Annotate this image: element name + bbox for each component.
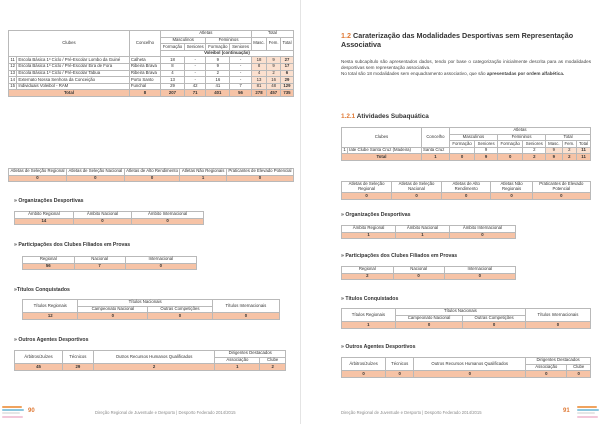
table-cell: 29 xyxy=(280,77,293,84)
atletas-value: 0 xyxy=(226,175,293,182)
right-tit-title: » Títulos Conquistados xyxy=(341,296,399,302)
left-org-table xyxy=(14,211,204,225)
table-cell: Externato Nossa Senhora da Conceição xyxy=(17,77,130,84)
part-header: Regional xyxy=(342,267,394,274)
agentes-value: 45 xyxy=(15,364,63,371)
table-cell: 13 xyxy=(161,77,185,84)
atletas-header: Atletas de Seleção Regional xyxy=(10,168,65,174)
org-header: Âmbito Regional xyxy=(15,212,74,219)
atletas-value: 0 xyxy=(9,175,67,182)
intro-bold-text: apresentadas por ordem alfabética. xyxy=(486,71,565,77)
part-value: 2 xyxy=(342,273,394,280)
total-cell: 2 xyxy=(562,154,577,161)
page-number: 90 xyxy=(28,408,35,414)
part-header: Internacional xyxy=(444,267,515,274)
agentes-value: 0 xyxy=(414,371,526,378)
agentes-value: 2 xyxy=(260,364,286,371)
left-org-title: » Organizações Desportivas xyxy=(14,198,84,204)
agentes-value: 0 xyxy=(342,371,386,378)
total-cell: 0 xyxy=(449,154,474,161)
tit-value: 0 xyxy=(463,322,526,329)
table-row xyxy=(342,147,591,154)
tit-value: 1 xyxy=(342,322,396,329)
atletas-header: Praticantes de Elevado Potencial xyxy=(532,182,590,193)
table-row xyxy=(9,70,294,77)
table-cell: - xyxy=(230,57,251,64)
tit-header-camp: Campeonato Nacional xyxy=(395,315,463,322)
left-athletes-table xyxy=(8,30,294,97)
footer-text: Direção Regional de Juventude e Desporto | Desporto Federado 2014/2015 xyxy=(341,410,482,415)
org-header: Âmbito Regional xyxy=(342,226,396,233)
org-value: 0 xyxy=(132,218,204,225)
org-value: 1 xyxy=(342,232,396,239)
intro-paragraph-1: Nesta subcapítulo são apresentados dados, tendo por base o categorização inicialmente descrita para as modalidades desportivas sem representação associativa. xyxy=(341,59,591,71)
table-cell: 13 xyxy=(10,69,16,75)
left-part-title: » Participações dos Clubes Filiados em Provas xyxy=(14,242,131,248)
atletas-value: 0 xyxy=(441,193,491,200)
table-cell: 4 xyxy=(251,70,267,77)
table-cell: 11 xyxy=(577,147,591,154)
table-cell: 14 xyxy=(10,76,16,82)
tit-header-camp: Campeonato Nacional xyxy=(78,306,148,313)
table-cell: 7 xyxy=(230,83,251,90)
atletas-header: Atletas de Alto Rendimento xyxy=(441,182,491,193)
left-tit-table xyxy=(22,299,280,320)
right-agentes-title: » Outros Agentes Desportivos xyxy=(341,344,416,350)
total-cell: 457 xyxy=(267,90,281,97)
tit-header-int: Títulos Internacionais xyxy=(525,309,590,322)
grand-total-header: Total xyxy=(577,141,591,148)
total-cell: 401 xyxy=(206,90,230,97)
table-cell: 12 xyxy=(10,63,16,69)
atletas-value: 1 xyxy=(180,175,226,182)
intro-paragraph-2 xyxy=(341,71,591,77)
atletas-value: 0 xyxy=(66,175,124,182)
tit-value: 0 xyxy=(212,313,279,320)
right-org-title: » Organizações Desportivas xyxy=(341,212,411,218)
group-athletes: Atletas xyxy=(161,31,252,38)
atletas-header: Atletas Não Regionais xyxy=(181,168,225,174)
table-cell: 129 xyxy=(280,83,293,90)
agentes-value: 0 xyxy=(526,371,567,378)
table-cell: Iate Clube Santa Cruz (Madeira) xyxy=(348,147,422,154)
agentes-header-dir: Dirigentes Destacados xyxy=(526,358,591,365)
right-subheading xyxy=(341,113,429,120)
page-number: 91 xyxy=(563,408,570,414)
atletas-header: Atletas de Seleção Nacional xyxy=(68,168,123,174)
right-agentes-wrap xyxy=(341,357,591,378)
table-cell: 2 xyxy=(523,147,546,154)
tit-value: 0 xyxy=(148,313,213,320)
part-value: 7 xyxy=(74,263,125,270)
right-part-table xyxy=(341,266,516,280)
table-row xyxy=(9,83,294,90)
total-cell: 278 xyxy=(251,90,267,97)
sub-formacao-m: Formação xyxy=(161,44,185,51)
table-cell: 16 xyxy=(267,77,281,84)
agentes-header-rh: Outros Recursos Humanos Qualificados xyxy=(93,351,215,364)
table-cell: 6 xyxy=(280,70,293,77)
left-org-wrap xyxy=(14,211,204,225)
total-cell: 8 xyxy=(129,90,160,97)
right-tit-wrap xyxy=(341,308,591,329)
total-cell: 71 xyxy=(184,90,205,97)
table-cell: 81 xyxy=(251,83,267,90)
fem-header: Femininos xyxy=(497,134,545,141)
subheading-number: 1.2.1 xyxy=(341,113,356,120)
left-part-wrap xyxy=(22,256,197,270)
table-cell: - xyxy=(230,77,251,84)
part-header: Regional xyxy=(23,257,75,264)
org-header: Âmbito Nacional xyxy=(396,226,450,233)
org-value: 1 xyxy=(396,232,450,239)
table-cell: 2 xyxy=(562,147,577,154)
org-header: Âmbito Internacional xyxy=(132,212,204,219)
group-total: Total xyxy=(251,31,293,38)
tit-value: 0 xyxy=(395,322,463,329)
left-atletas-table xyxy=(8,168,294,182)
sub-seniores-m: Seniores xyxy=(475,141,498,148)
right-heading xyxy=(341,32,591,49)
right-part-wrap xyxy=(341,266,516,280)
atletas-header: Atletas de Seleção Nacional xyxy=(392,182,442,193)
footer-text: Direção Regional de Juventude e Desporto | Desporto Federado 2014/2015 xyxy=(95,410,236,415)
table-cell: 29 xyxy=(161,83,185,90)
org-value: 0 xyxy=(449,232,515,239)
total-cell: 0 xyxy=(497,154,522,161)
table-cell: - xyxy=(230,63,251,70)
atletas-value: 0 xyxy=(491,193,532,200)
left-atletas-wrap xyxy=(8,168,294,182)
table-cell: Individuais Voleibol - RAM xyxy=(17,83,130,90)
right-athletes-table xyxy=(341,127,591,161)
section-voleibol: Voleibol (continuação) xyxy=(161,50,294,57)
table-cell: 27 xyxy=(280,57,293,64)
intro-text: No total são 18 modalidades sem enquadramento associativo, que são xyxy=(341,71,487,77)
left-total-row xyxy=(9,90,294,97)
left-tit-title: »Títulos Conquistados xyxy=(14,287,70,293)
agentes-header-assoc: Associação xyxy=(526,364,567,371)
right-part-title: » Participações dos Clubes Filiados em Provas xyxy=(341,253,458,259)
atletas-header: Atletas de Alto Rendimento xyxy=(126,168,178,174)
tit-value: 12 xyxy=(23,313,78,320)
masc-total-header: Masc. xyxy=(546,141,562,148)
sub-formacao-m: Formação xyxy=(449,141,474,148)
table-cell: - xyxy=(230,70,251,77)
total-cell: 1 xyxy=(421,154,449,161)
heading-number: 1.2 xyxy=(341,31,351,40)
table-cell: - xyxy=(449,147,474,154)
sub-seniores-f: Seniores xyxy=(523,141,546,148)
right-org-wrap xyxy=(341,225,516,239)
part-header: Nacional xyxy=(393,267,444,274)
right-agentes-table xyxy=(341,357,591,378)
org-value: 0 xyxy=(73,218,131,225)
table-cell: - xyxy=(184,57,205,64)
total-cell: 56 xyxy=(230,90,251,97)
agentes-header-clube: Clube xyxy=(567,364,591,371)
sub-seniores-m: Seniores xyxy=(184,44,205,51)
left-agentes-table xyxy=(14,350,286,371)
table-cell: 18 xyxy=(251,57,267,64)
total-label: Total xyxy=(342,154,422,161)
subheading-text: Atividades Subaquática xyxy=(356,113,429,120)
agentes-value: 2 xyxy=(93,364,215,371)
tit-header-outras: Outras Competições xyxy=(463,315,526,322)
right-total-row xyxy=(342,154,591,161)
left-part-table xyxy=(22,256,197,270)
left-tit-wrap xyxy=(22,299,280,320)
agentes-header-arb: Árbitros/Juízes xyxy=(342,358,386,371)
table-cell: 41 xyxy=(206,83,230,90)
agentes-header-clube: Clube xyxy=(260,357,286,364)
table-cell: 8 xyxy=(251,63,267,70)
tit-value: 0 xyxy=(78,313,148,320)
table-cell: 13 xyxy=(251,77,267,84)
part-value: 56 xyxy=(23,263,75,270)
agentes-value: 0 xyxy=(567,371,591,378)
table-cell: Ribeira Brava xyxy=(129,70,160,77)
right-intro xyxy=(341,59,591,78)
right-page xyxy=(300,0,600,424)
org-header: Âmbito Nacional xyxy=(73,212,131,219)
tit-header-int: Títulos Internacionais xyxy=(212,300,279,313)
col-clubes: Clubes xyxy=(342,128,422,148)
atletas-value: 0 xyxy=(124,175,180,182)
table-cell: 17 xyxy=(280,63,293,70)
org-header: Âmbito Internacional xyxy=(449,226,515,233)
atletas-value: 0 xyxy=(392,193,442,200)
part-value: 0 xyxy=(393,273,444,280)
atletas-header: Atletas Não Regionais xyxy=(491,182,532,193)
table-cell: 4 xyxy=(161,70,185,77)
table-cell: 9 xyxy=(546,147,562,154)
masc-total-header: Masc. xyxy=(251,37,267,50)
tit-header-outras: Outras Competições xyxy=(148,306,213,313)
part-value: 0 xyxy=(444,273,515,280)
part-value: 0 xyxy=(125,263,196,270)
total-cell: 207 xyxy=(161,90,185,97)
part-header: Nacional xyxy=(74,257,125,264)
table-cell: 18 xyxy=(161,57,185,64)
table-cell: 16 xyxy=(206,77,230,84)
atletas-header: Atletas de Seleção Regional xyxy=(342,182,392,193)
agentes-header-tec: Técnicos xyxy=(386,358,414,371)
agentes-value: 29 xyxy=(62,364,93,371)
table-cell: 11 xyxy=(10,56,15,62)
footer-stripes-graphic xyxy=(577,406,599,420)
table-cell: 9 xyxy=(267,63,281,70)
masc-header: Masculinos xyxy=(161,37,206,44)
org-value: 14 xyxy=(15,218,74,225)
table-cell: Escola Básica 1º Ciclo / Pré-Escolar Lombo da Guiné xyxy=(17,57,130,64)
agentes-header-dir: Dirigentes Destacados xyxy=(215,351,286,358)
table-cell: - xyxy=(497,147,522,154)
total-cell: 735 xyxy=(280,90,293,97)
table-cell: - xyxy=(184,70,205,77)
table-cell: Ribeira Brava xyxy=(129,63,160,70)
col-concelho: Concelho xyxy=(421,128,449,148)
group-athletes: Atletas xyxy=(449,128,590,135)
fem-total-header: Fem. xyxy=(267,37,281,50)
total-cell: 2 xyxy=(523,154,546,161)
grand-total-header: Total xyxy=(280,37,293,50)
left-footer xyxy=(0,400,300,424)
footer-stripes-graphic xyxy=(2,406,24,420)
table-cell: 9 xyxy=(267,57,281,64)
tit-header-reg: Títulos Regionais xyxy=(342,309,396,322)
table-cell: 9 xyxy=(475,147,498,154)
atletas-header: Praticantes de Elevado Potencial xyxy=(226,169,293,176)
table-cell: 48 xyxy=(267,83,281,90)
table-cell: - xyxy=(184,63,205,70)
right-org-table xyxy=(341,225,516,239)
table-cell: 9 xyxy=(206,57,230,64)
agentes-value: 0 xyxy=(386,371,414,378)
agentes-header-arb: Árbitros/Juízes xyxy=(15,351,63,364)
table-cell: 8 xyxy=(161,63,185,70)
right-atletas-table xyxy=(341,181,591,200)
agentes-header-tec: Técnicos xyxy=(62,351,93,364)
fem-header: Femininos xyxy=(206,37,251,44)
table-cell: 2 xyxy=(267,70,281,77)
left-main-table-wrap xyxy=(8,30,294,97)
total-label: Total xyxy=(9,90,130,97)
table-cell: 42 xyxy=(184,83,205,90)
total-cell: 11 xyxy=(577,154,591,161)
agentes-value: 1 xyxy=(215,364,260,371)
table-cell: 1 xyxy=(343,147,346,153)
atletas-value: 0 xyxy=(532,193,590,200)
table-cell: Escola Básica 1º Ciclo / Pré-Escolar Eira de Fora xyxy=(17,63,130,70)
sub-seniores-f: Seniores xyxy=(230,44,251,51)
atletas-value: 0 xyxy=(342,193,392,200)
left-agentes-title: » Outros Agentes Desportivos xyxy=(14,337,89,343)
right-tit-table xyxy=(341,308,591,329)
table-cell: Escola Básica 1º Ciclo / Pré-Escolar Tabua xyxy=(17,70,130,77)
tit-header-reg: Títulos Regionais xyxy=(23,300,78,313)
tit-value: 0 xyxy=(525,322,590,329)
right-atletas-wrap xyxy=(341,181,591,200)
sub-formacao-f: Formação xyxy=(206,44,230,51)
table-cell: 9 xyxy=(206,63,230,70)
agentes-header-assoc: Associação xyxy=(215,357,260,364)
tit-header-nac: Títulos Nacionais xyxy=(395,309,525,316)
right-footer xyxy=(301,400,600,424)
left-agentes-wrap xyxy=(14,350,286,371)
tit-header-nac: Títulos Nacionais xyxy=(78,300,212,307)
fem-total-header: Fem. xyxy=(562,141,577,148)
sub-formacao-f: Formação xyxy=(497,141,522,148)
total-cell: 9 xyxy=(546,154,562,161)
right-main-table-wrap xyxy=(341,127,591,161)
table-cell: Calheta xyxy=(129,57,160,64)
table-cell: 15 xyxy=(10,83,16,89)
table-cell: Funchal xyxy=(129,83,160,90)
table-cell: - xyxy=(184,77,205,84)
agentes-header-rh: Outros Recursos Humanos Qualificados xyxy=(414,358,526,371)
group-total: Total xyxy=(546,134,591,141)
part-header: Internacional xyxy=(125,257,196,264)
table-cell: Santa Cruz xyxy=(421,147,449,154)
col-concelho: Concelho xyxy=(129,31,160,57)
table-cell: 2 xyxy=(206,70,230,77)
total-cell: 9 xyxy=(475,154,498,161)
heading-text: Caraterização das Modalidades Desportivas sem Representação Associativa xyxy=(341,31,574,49)
col-clubes: Clubes xyxy=(9,31,130,57)
table-cell: Porto Santo xyxy=(129,77,160,84)
masc-header: Masculinos xyxy=(449,134,497,141)
